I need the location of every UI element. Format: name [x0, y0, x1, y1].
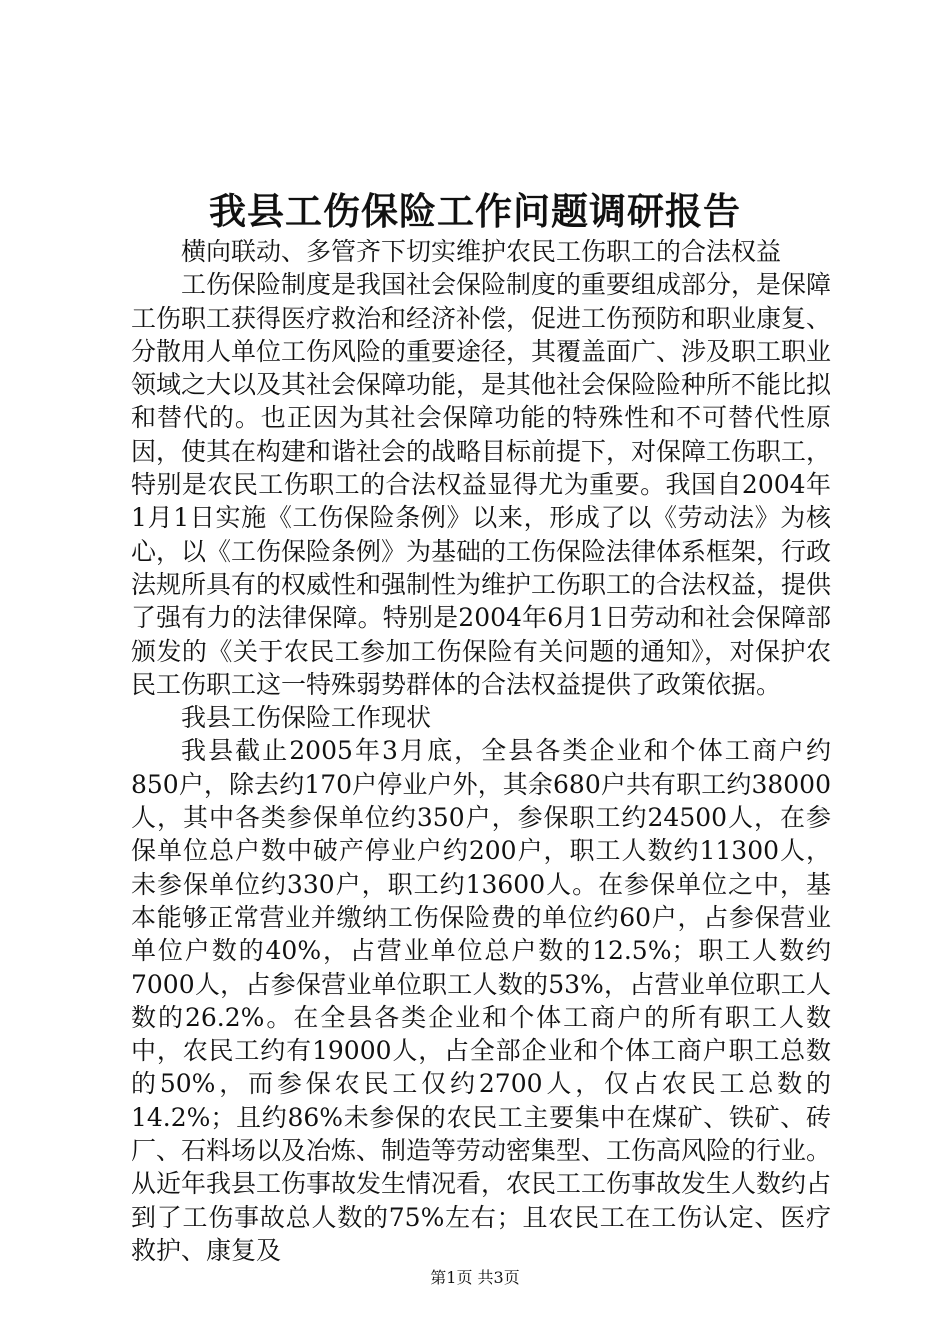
document-title: 我县工伤保险工作问题调研报告 [209, 189, 741, 233]
page-footer: 第1页 共3页 [430, 1268, 520, 1287]
section-heading: 我县工伤保险工作现状 [181, 703, 432, 733]
document-subtitle: 横向联动、多管齐下切实维护农民工伤职工的合法权益 [181, 237, 782, 266]
section-paragraph: 我县截止2005年3月底，全县各类企业和个体工商户约850户，除去约170户停业户外，其余680户共有职工约38000人，其中各类参保单位约350户，参保职工约24500人，在参保单位总户数中破产停业户约200户，职工人数约11300人，未参保单位约330户，职工约13600人。在参保单位之中，基本能够正常营业并缴纳工伤保险费的单位约60户，占参保营业单位户数的40%，占营业单位总户数的12.5%；职工人数约7000人，占参保营业单位职工人数的53%，占营业单位职工人数的26.2%。在全县各类企业和个体工商户的所有职工人数中，农民工约有19000人，占全部企业和个体工商户职工总数的50%，而参保农民工仅约2700人，仅占农民工总数的14.2%；且约86%未参保的农民工主要集中在煤矿、铁矿、砖厂、石料场以及冶炼、制造等劳动密集型、工伤高风险的行业。从近年我县工伤事故发生情况看，农民工工伤事故发生人数约占到了工伤事故总人数的75%左右；且农民工在工伤认定、医疗救护、康复及 [131, 736, 832, 1265]
document-body [131, 235, 831, 1267]
intro-paragraph: 工伤保险制度是我国社会保险制度的重要组成部分，是保障工伤职工获得医疗救治和经济补偿，促进工伤预防和职业康复、分散用人单位工伤风险的重要途径，其覆盖面广、涉及职工职业领域之大以及其社会保障功能，是其他社会保险险种所不能比拟和替代的。也正因为其社会保障功能的特殊性和不可替代性原因，使其在构建和谐社会的战略目标前提下，对保障工伤职工，特别是农民工伤职工的合法权益显得尤为重要。我国自2004年1月1日实施《工伤保险条例》以来，形成了以《劳动法》为核心，以《工伤保险条例》为基础的工伤保险法律体系框架，行政法规所具有的权威性和强制性为维护工伤职工的合法权益，提供了强有力的法律保障。特别是2004年6月1日劳动和社会保障部颁发的《关于农民工参加工伤保险有关问题的通知》，对保护农民工伤职工这一特殊弱势群体的合法权益提供了政策依据。 [131, 270, 832, 699]
